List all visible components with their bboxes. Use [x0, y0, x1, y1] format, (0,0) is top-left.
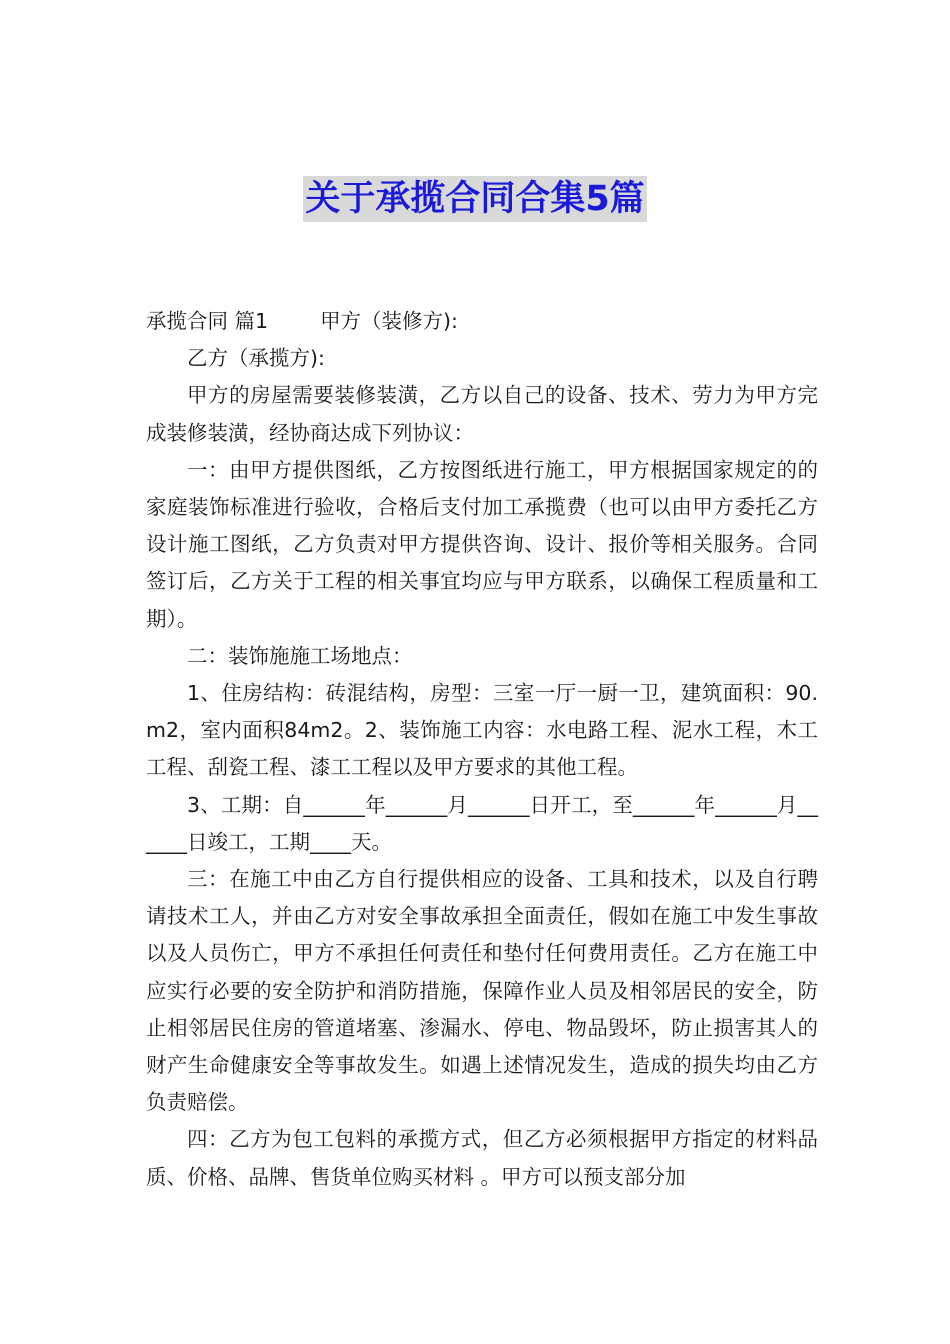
paragraph: 乙方（承揽方): — [187, 346, 325, 371]
paragraph: 四：乙方为包工包料的承揽方式，但乙方必须根据甲方指定的材料品质、价格、品牌、售货单位购买材料 。甲方可以预支部分加 — [146, 1127, 818, 1189]
paragraph: 一：由甲方提供图纸，乙方按图纸进行施工，甲方根据国家规定的的家庭装饰标准进行验收，合格后支付加工承揽费（也可以由甲方委托乙方设计施工图纸，乙方负责对甲方提供咨询、设计、报价等相关服务。合同签订后，乙方关于工程的相关事宜均应与甲方联系，以确保工程质量和工期）。 — [146, 457, 818, 631]
document-title: 关于承揽合同合集5篇 — [303, 176, 646, 222]
paragraph: 三：在施工中由乙方自行提供相应的设备、工具和技术，以及自行聘请技术工人，并由乙方对安全事故承担全面责任，假如在施工中发生事故以及人员伤亡，甲方不承担任何责任和垫付任何费用责任。乙方在施工中应实行必要的安全防护和消防措施，保障作业人员及相邻居民的安全，防止相邻居民住房的管道堵塞、渗漏水、停电、物品毁坏，防止损害其人的财产生命健康安全等事故发生。如遇上述情况发生，造成的损失均由乙方负责赔偿。 — [146, 867, 818, 1115]
title-block — [0, 176, 950, 222]
paragraph: 3、工期：自______年______月______日开工，至______年______月______日竣工，工期____天。 — [146, 792, 818, 854]
paragraph: 1、住房结构：砖混结构，房型：三室一厅一厨一卫，建筑面积：90.m2，室内面积84m2。2、装饰施工内容：水电路工程、泥水工程，木工工程、刮瓷工程、漆工工程以及甲方要求的其他工程。 — [146, 681, 818, 780]
contract-heading-line — [146, 303, 818, 340]
paragraph: 甲方的房屋需要装修装潢，乙方以自己的设备、技术、劳力为甲方完成装修装潢，经协商达成下列协议： — [146, 383, 818, 445]
document-body — [146, 303, 818, 1196]
contract-section-label: 承揽合同 篇1 — [146, 309, 269, 333]
paragraph: 二：装饰施施工场地点： — [187, 643, 413, 668]
party-a-label: 甲方（装修方): — [320, 309, 458, 333]
